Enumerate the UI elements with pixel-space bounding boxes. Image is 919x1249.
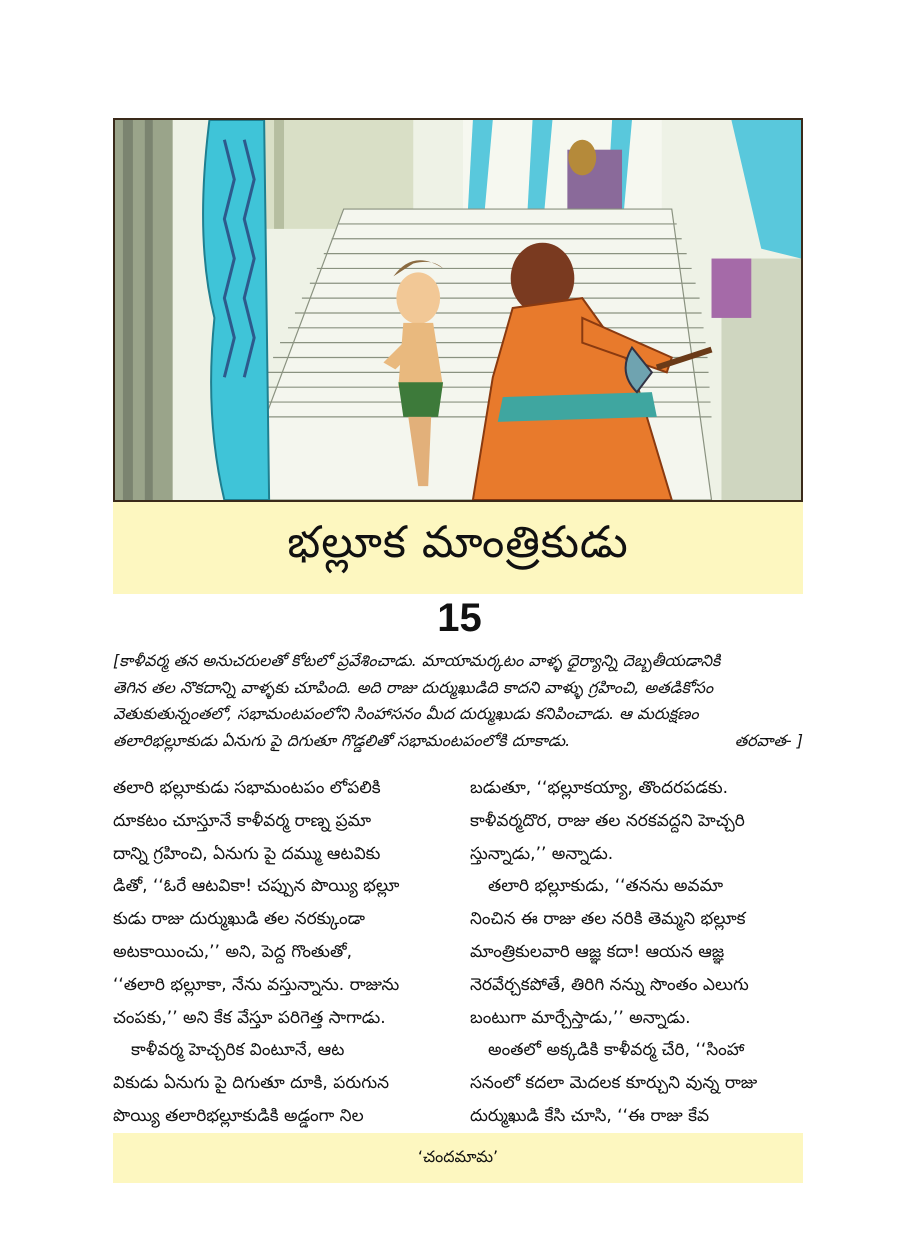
body-line: డితో, ‘‘ఓరే ఆటవికా! చప్పున పొయ్యి భల్లూ	[113, 876, 400, 897]
body-line: దాన్ని గ్రహించి, ఏనుగు పై దమ్ము ఆటవికు	[113, 843, 381, 864]
body-line: నించిన ఈ రాజు తల నరికి తెమ్మని భల్లూక	[470, 909, 746, 930]
body-line: కాళీవర్మ హెచ్చరిక వింటూనే, ఆట	[131, 1040, 345, 1061]
body-line: బడుతూ, ‘‘భల్లూకయ్యా, తొందరపడకు.	[470, 778, 729, 798]
footer-banner	[113, 1133, 803, 1183]
body-line: దూకటం చూస్తూనే కాళీవర్మ రాణ్న ప్రమా	[113, 810, 372, 831]
body-line: చంపకు,’’ అని కేక వేస్తూ పరిగెత్త సాగాడు.	[113, 1007, 386, 1028]
palace-scene-image	[115, 120, 801, 500]
title-banner	[113, 502, 803, 594]
previous-summary	[113, 648, 803, 754]
body-line: ‘‘తలారి భల్లూకా, నేను వస్తున్నాను. రాజును	[113, 974, 400, 995]
magazine-name: ‘చందమామ’	[417, 1146, 499, 1166]
body-line: మాంత్రికులవారి ఆజ్ఞ కదా! ఆయన ఆజ్ఞ	[470, 941, 725, 962]
summary-last-row	[113, 728, 803, 755]
summary-continued: తరవాత- ]	[734, 730, 803, 750]
body-column-right	[470, 772, 803, 1133]
body-line: అటకాయించు,’’ అని, పెద్ద గొంతుతో,	[113, 941, 353, 962]
body-line: సనంలో కదలా మెదలక కూర్చుని వున్న రాజు	[470, 1073, 758, 1094]
body-line: వికుడు ఏనుగు పై దిగుతూ దూకి, పరుగున	[113, 1073, 390, 1094]
chapter-number: 15	[437, 596, 482, 640]
body-line: పొయ్యి తలారిభల్లూకుడికి అడ్డంగా నిల	[113, 1105, 364, 1126]
body-line: బంటుగా మార్చేస్తాడు,’’ అన్నాడు.	[470, 1007, 691, 1028]
story-illustration	[113, 118, 803, 502]
summary-line: తెగిన తల నొకదాన్ని వాళ్ళకు చూపింది. అది రాజు దుర్ముఖుడిది కాదని వాళ్ళు గ్రహించి, అతడికోసం	[113, 677, 714, 697]
summary-line: [కాళీవర్మ తన అనుచరులతో కోటలో ప్రవేశించాడు. మాయామర్కటం వాళ్ళ ధైర్యాన్ని దెబ్బతీయడానికి	[113, 651, 721, 670]
body-line: తలారి భల్లూకుడు, ‘‘తనను అవమా	[488, 876, 724, 897]
summary-line: వెతుకుతున్నంతలో, సభామంటపంలోని సింహాసనం మీద దుర్ముఖుడు కనిపించాడు. ఆ మరుక్షణం	[113, 704, 699, 723]
body-line: దుర్ముఖుడి కేసి చూసి, ‘‘ఈ రాజు కేవ	[470, 1105, 710, 1126]
body-line: కాళీవర్మదొర, రాజు తల నరకవద్దని హెచ్చరి	[470, 810, 745, 831]
body-line: కుడు రాజు దుర్ముఖుడి తల నరక్కుండా	[113, 909, 365, 930]
body-line: అంతలో అక్కడికి కాళీవర్మ చేరి, ‘‘సింహా	[488, 1040, 745, 1061]
body-line: నెరవేర్చకపోతే, తిరిగి నన్ను సొంతం ఎలుగు	[470, 974, 749, 995]
body-line: తలారి భల్లూకుడు సభామంటపం లోపలికి	[113, 778, 381, 798]
body-line: స్తున్నాడు,’’ అన్నాడు.	[470, 843, 614, 864]
story-title: భల్లూక మాంత్రికుడు	[287, 517, 629, 568]
body-column-left	[113, 772, 458, 1133]
summary-line: తలారిభల్లూకుడు ఏనుగు పై దిగుతూ గొడ్డలితో సభామంటపంలోకి దూకాడు.	[113, 730, 571, 750]
